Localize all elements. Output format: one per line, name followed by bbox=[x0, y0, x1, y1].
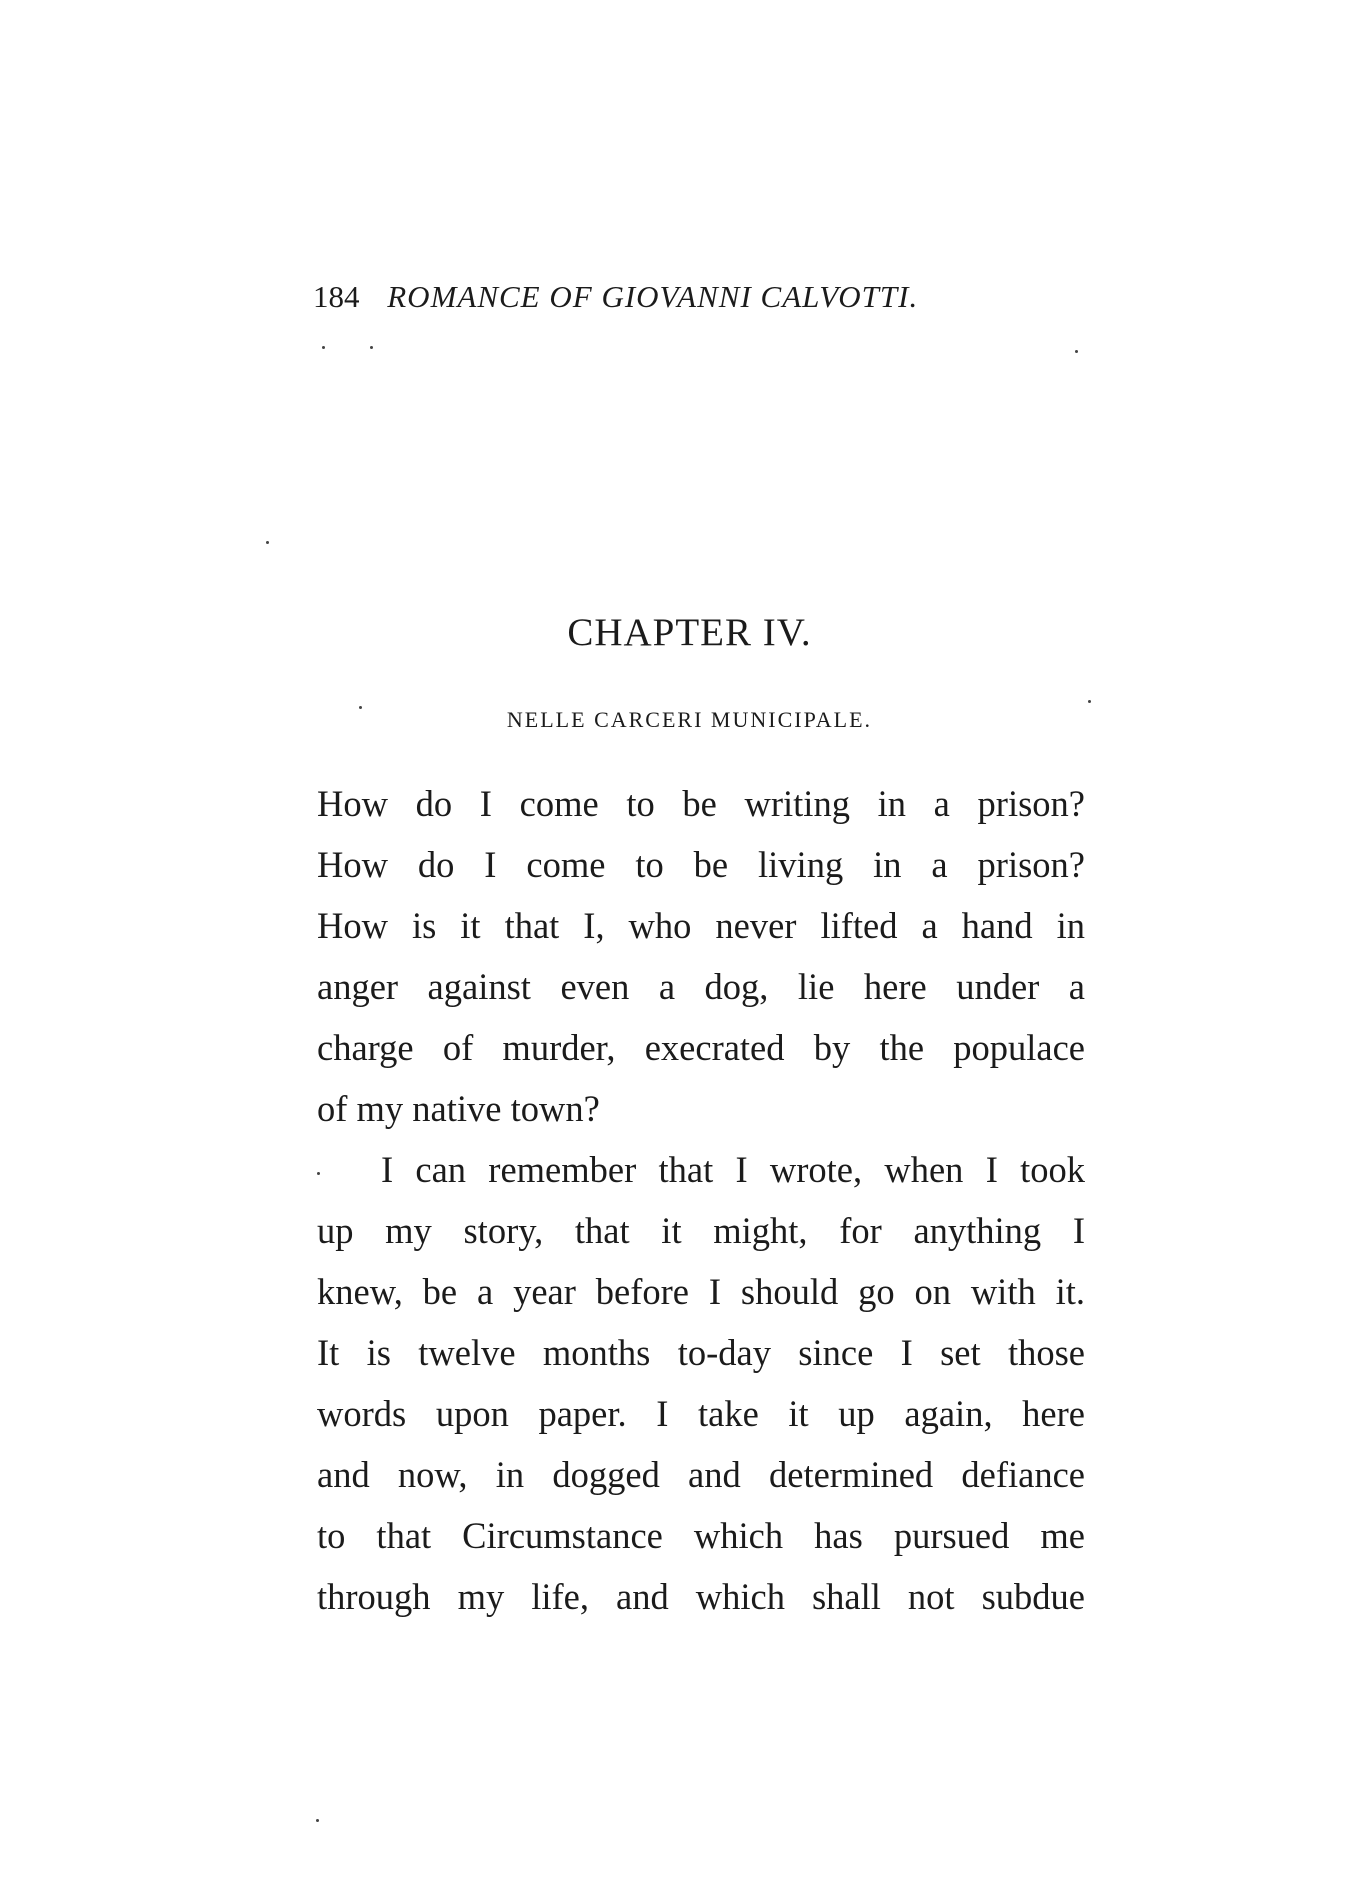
chapter-title: CHAPTER IV. bbox=[567, 611, 812, 654]
paragraph-2 bbox=[317, 1139, 1085, 1627]
text-line: charge of murder, execrated by the populace bbox=[317, 1027, 1085, 1068]
text-line: How is it that I, who never lifted a hand in bbox=[317, 905, 1085, 946]
scan-speck bbox=[316, 1819, 319, 1822]
text-line: How do I come to be living in a prison? bbox=[317, 844, 1085, 885]
text-line: knew, be a year before I should go on with it. bbox=[317, 1271, 1085, 1312]
text-line: How do I come to be writing in a prison? bbox=[317, 783, 1085, 824]
running-head bbox=[313, 277, 1083, 317]
text-line: words upon paper. I take it up again, here bbox=[317, 1393, 1085, 1434]
text-line: of my native town? bbox=[317, 1088, 600, 1129]
text-line: I can remember that I wrote, when I took bbox=[381, 1149, 1085, 1190]
chapter-subtitle: NELLE CARCERI MUNICIPALE. bbox=[506, 707, 873, 732]
text-line: and now, in dogged and determined defiance bbox=[317, 1454, 1085, 1495]
paragraph-1 bbox=[317, 773, 1085, 1139]
scan-speck bbox=[359, 706, 362, 709]
scan-speck bbox=[1088, 700, 1091, 703]
body-text bbox=[317, 773, 1085, 1627]
scan-speck bbox=[370, 346, 373, 349]
running-title: ROMANCE OF GIOVANNI CALVOTTI. bbox=[387, 279, 919, 314]
text-line: up my story, that it might, for anything I bbox=[317, 1210, 1085, 1251]
text-line: anger against even a dog, lie here under a bbox=[317, 966, 1085, 1007]
scan-speck bbox=[322, 346, 325, 349]
text-line: to that Circumstance which has pursued me bbox=[317, 1515, 1085, 1556]
text-line: It is twelve months to-day since I set those bbox=[317, 1332, 1085, 1373]
scan-speck bbox=[266, 541, 269, 544]
text-line: through my life, and which shall not subdue bbox=[317, 1576, 1085, 1617]
scan-speck bbox=[317, 1172, 320, 1175]
page-number: 184 bbox=[313, 279, 360, 314]
scan-speck bbox=[1075, 350, 1078, 353]
